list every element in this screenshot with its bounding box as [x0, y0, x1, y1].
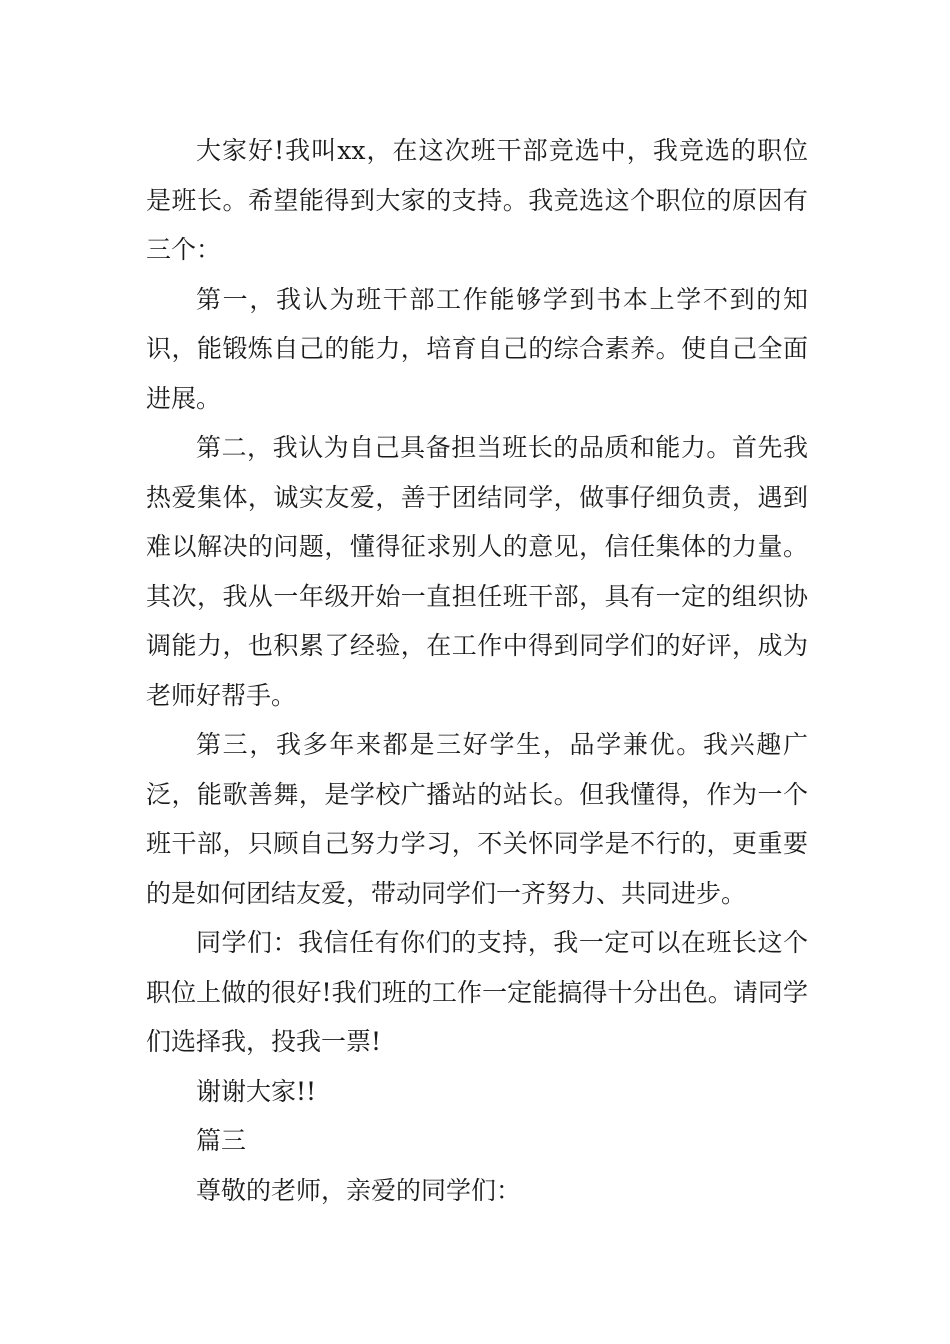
- paragraph-salutation: 尊敬的老师，亲爱的同学们：: [196, 1175, 522, 1205]
- paragraph-appeal: 同学们：我信任有你们的支持，我一定可以在班长这个职位上做的很好!我们班的工作一定能搞得十分出色。请同学们选择我，投我一票!: [146, 928, 808, 1056]
- paragraph-reason-two: 第二，我认为自己具备担当班长的品质和能力。首先我热爱集体，诚实友爱，善于团结同学，做事仔细负责，遇到难以解决的问题，懂得征求别人的意见，信任集体的力量。其次，我从一年级开始一直担任班干部，具有一定的组织协调能力，也积累了经验，在工作中得到同学们的好评，成为老师好帮手。: [146, 433, 808, 710]
- paragraph-thanks: 谢谢大家!!: [196, 1076, 317, 1106]
- paragraph-reason-three: 第三，我多年来都是三好学生，品学兼优。我兴趣广泛，能歌善舞，是学校广播站的站长。但我懂得，作为一个班干部，只顾自己努力学习，不关怀同学是不行的，更重要的是如何团结友爱，带动同学们一齐努力、共同进步。: [146, 730, 808, 908]
- paragraph-greeting: 大家好!我叫xx，在这次班干部竞选中，我竞选的职位是班长。希望能得到大家的支持。我竞选这个职位的原因有三个：: [146, 136, 808, 264]
- section-heading: 篇三: [196, 1126, 247, 1155]
- document-page: [146, 126, 808, 1215]
- paragraph-reason-one: 第一，我认为班干部工作能够学到书本上学不到的知识，能锻炼自己的能力，培育自己的综合素养。使自己全面进展。: [146, 284, 808, 413]
